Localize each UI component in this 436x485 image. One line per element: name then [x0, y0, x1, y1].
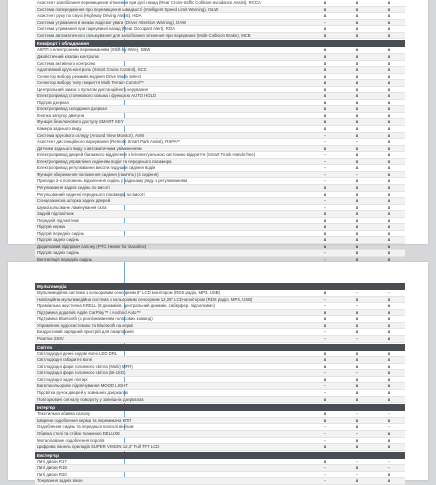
trim-availability-cell: x: [387, 204, 391, 210]
spec-feature-label: Передній підлокітник: [37, 217, 79, 223]
trim-availability-cell: x: [387, 47, 391, 53]
trim-availability-cell: -: [324, 165, 326, 171]
spec-feature-label: Функція безключового доступу SMART KEY: [37, 119, 124, 125]
trim-availability-cell: -: [324, 158, 326, 164]
spec-feature-label: Тонування задніх вікон: [37, 478, 83, 484]
spec-feature-label: Центральний замок з пультом дистанційного керування: [37, 86, 148, 92]
trim-availability-cell: x: [323, 99, 327, 105]
trim-availability-cell: x: [355, 112, 359, 118]
trim-availability-cell: -: [324, 152, 326, 158]
trim-availability-cell: x: [387, 303, 391, 309]
trim-availability-cell: x: [355, 19, 359, 25]
trim-availability-cell: x: [387, 322, 391, 328]
spec-feature-label: Вентиляція передніх сидінь: [37, 256, 92, 262]
trim-availability-cell: x: [323, 67, 327, 73]
section-header: Екстер'єр: [35, 452, 405, 459]
trim-availability-cell: x: [323, 396, 327, 402]
trim-availability-cell: x: [387, 329, 391, 335]
spec-feature-label: Підтримка Bluetooth (з розпізнаванням голосових команд): [37, 316, 153, 322]
trim-availability-cell: x: [355, 256, 359, 262]
spec-feature-label: Прилади 2-х положень відхилення сидінь у задньому ряду з регулюванням: [37, 178, 187, 184]
trim-availability-cell: x: [387, 112, 391, 118]
trim-availability-cell: x: [355, 165, 359, 171]
trim-availability-cell: x: [323, 32, 327, 38]
spec-feature-label: Система попередження про перевищення швидкості (Intelligent Speed Limit Warning), ISLW: [37, 6, 219, 12]
trim-availability-cell: x: [323, 357, 327, 363]
spec-feature-label: Джойстичний клапан контролю: [37, 54, 99, 60]
spec-feature-label: Підігрів задніх сидінь: [37, 250, 80, 256]
trim-availability-cell: x: [355, 126, 359, 132]
section-header: Світло: [35, 344, 405, 351]
trim-availability-cell: x: [323, 73, 327, 79]
spec-feature-label: Електропривод дверей багажного відділення з інтелектуальною системою відкриття (Smart Trunk Hands-free): [37, 152, 256, 158]
trim-availability-cell: x: [323, 86, 327, 92]
spec-row: [35, 478, 405, 485]
trim-availability-cell: x: [323, 230, 327, 236]
trim-availability-cell: x: [387, 99, 391, 105]
spec-table-multimedia: [35, 282, 405, 485]
trim-availability-cell: x: [355, 329, 359, 335]
trim-availability-cell: -: [324, 256, 326, 262]
trim-availability-cell: x: [355, 444, 359, 450]
trim-availability-cell: -: [324, 178, 326, 184]
spec-feature-label: Шкіряне оздоблення керма та перемикача КПП: [37, 417, 132, 423]
trim-availability-cell: x: [323, 290, 327, 296]
spec-feature-label: Асистент руху по смузі (Highway Driving Assist), HDA: [37, 13, 142, 19]
trim-availability-cell: x: [387, 396, 391, 402]
trim-availability-cell: x: [387, 230, 391, 236]
trim-availability-cell: x: [387, 383, 391, 389]
section-header: Інтер'єр: [35, 404, 405, 411]
trim-availability-cell: x: [323, 191, 327, 197]
trim-availability-cell: x: [387, 444, 391, 450]
trim-availability-cell: x: [323, 184, 327, 190]
trim-availability-cell: x: [355, 191, 359, 197]
trim-availability-cell: x: [323, 322, 327, 328]
trim-availability-cell: -: [324, 171, 326, 177]
spec-row: [35, 33, 405, 40]
trim-availability-cell: x: [355, 224, 359, 230]
trim-availability-cell: x: [387, 158, 391, 164]
trim-availability-cell: x: [323, 458, 327, 464]
trim-availability-cell: x: [387, 437, 391, 443]
trim-availability-cell: x: [387, 106, 391, 112]
trim-availability-cell: x: [387, 430, 391, 436]
spec-feature-label: Світлодіодні денні ходові вогні LED DRL: [37, 350, 118, 356]
trim-availability-cell: x: [355, 60, 359, 66]
trim-availability-cell: x: [323, 126, 327, 132]
trim-availability-cell: x: [387, 145, 391, 151]
trim-availability-cell: x: [355, 309, 359, 315]
spec-feature-label: Преміальна акустична KRELL (8 динаміків, центральний динамік, сабвуфер, підсилювач): [37, 303, 215, 309]
trim-availability-cell: x: [355, 178, 359, 184]
trim-availability-cell: x: [355, 13, 359, 19]
spec-feature-label: Повторювачі сигналу повороту у зовнішніх дзеркалах: [37, 396, 144, 402]
trim-availability-cell: x: [387, 417, 391, 423]
spec-feature-label: Система утримання при паркуванні назад (Rear Occupant Alert), ROA: [37, 26, 176, 32]
spec-feature-label: Система кругового огляду (Around View Monitor), AVM: [37, 132, 145, 138]
trim-availability-cell: x: [387, 224, 391, 230]
spec-feature-label: Електропривод регулювання висоти подушки сидіння водія: [37, 165, 156, 171]
trim-availability-cell: -: [356, 139, 358, 145]
trim-availability-cell: x: [355, 198, 359, 204]
spec-feature-label: Функція збереження положення сидіння (пам'ять) (4 сидіння): [37, 171, 159, 177]
trim-availability-cell: x: [323, 26, 327, 32]
spec-feature-label: Камера заднього виду: [37, 126, 82, 132]
trim-availability-cell: x: [355, 478, 359, 484]
trim-availability-cell: x: [355, 396, 359, 402]
trim-availability-cell: x: [323, 54, 327, 60]
trim-availability-cell: x: [323, 0, 327, 5]
trim-availability-cell: x: [387, 126, 391, 132]
trim-availability-cell: -: [356, 171, 358, 177]
trim-availability-cell: -: [324, 478, 326, 484]
spec-feature-label: Підігрів керма: [37, 224, 65, 230]
trim-availability-cell: -: [356, 471, 358, 477]
trim-availability-cell: x: [387, 211, 391, 217]
trim-availability-cell: x: [323, 93, 327, 99]
trim-availability-cell: x: [323, 80, 327, 86]
trim-availability-cell: -: [324, 198, 326, 204]
spec-feature-label: Асистент запобігання перевищення зіткнення при русі назад (Rear Cross-traffic Collision-avoidance Assist), RCCA: [37, 0, 261, 5]
trim-availability-cell: x: [387, 357, 391, 363]
trim-availability-cell: x: [323, 119, 327, 125]
trim-availability-cell: x: [355, 184, 359, 190]
spec-feature-label: Адаптивний круїз-контроль (Smart Cruise Control), SCC: [37, 67, 147, 73]
trim-availability-cell: -: [324, 132, 326, 138]
trim-availability-cell: x: [323, 350, 327, 356]
spec-feature-label: Мультимедійна система з кольоровим сенсорним 8" LCD монітором (RDS радіо, MP3, USB): [37, 290, 221, 296]
trim-availability-cell: x: [355, 6, 359, 12]
trim-availability-cell: x: [387, 171, 391, 177]
trim-availability-cell: x: [355, 145, 359, 151]
trim-availability-cell: x: [387, 243, 391, 249]
trim-availability-cell: x: [323, 60, 327, 66]
trim-availability-cell: x: [355, 54, 359, 60]
spec-feature-label: Металізоване оздоблення порогів: [37, 437, 105, 443]
trim-availability-cell: x: [355, 73, 359, 79]
trim-availability-cell: x: [355, 119, 359, 125]
spec-feature-label: Асистент дистанційного паркування (Remote Smart Park Assist), RSPA**: [37, 139, 180, 145]
spec-feature-label: Підтримка додатків Apple CarPlay™ і Android Auto™: [37, 309, 141, 315]
trim-availability-cell: x: [387, 370, 391, 376]
trim-availability-cell: x: [387, 478, 391, 484]
spec-feature-label: Оздоблення сидінь та передньої консолі вінілом: [37, 424, 134, 430]
trim-availability-cell: x: [323, 243, 327, 249]
trim-availability-cell: x: [323, 237, 327, 243]
trim-availability-cell: x: [355, 390, 359, 396]
trim-availability-cell: x: [323, 211, 327, 217]
spec-feature-label: Система автоматичного гальмування для запобігання зіткнення при паркуванні (Multi-Collision Brake), MCB: [37, 32, 251, 38]
trim-availability-cell: -: [324, 430, 326, 436]
spec-feature-label: Литі диски R18: [37, 465, 67, 471]
spec-table-comfort: [35, 0, 405, 264]
trim-availability-cell: x: [355, 316, 359, 322]
trim-availability-cell: -: [388, 290, 390, 296]
section-header: Мультимедіа: [35, 283, 405, 290]
trim-availability-cell: x: [355, 211, 359, 217]
trim-availability-cell: x: [355, 32, 359, 38]
trim-availability-cell: x: [387, 237, 391, 243]
spec-feature-label: Шумоізольоване ламінування скла: [37, 204, 107, 210]
trim-availability-cell: x: [387, 6, 391, 12]
trim-availability-cell: x: [387, 198, 391, 204]
trim-availability-cell: x: [387, 309, 391, 315]
trim-availability-cell: x: [323, 112, 327, 118]
spec-feature-label: Розетка 230V: [37, 336, 64, 342]
trim-availability-cell: x: [387, 336, 391, 342]
trim-availability-cell: -: [388, 411, 390, 417]
trim-availability-cell: x: [323, 224, 327, 230]
trim-availability-cell: x: [387, 0, 391, 5]
trim-availability-cell: x: [355, 296, 359, 302]
trim-availability-cell: -: [356, 303, 358, 309]
trim-availability-cell: -: [324, 437, 326, 443]
spec-feature-label: Світлодіодні фари головного світла (Multi) MFR): [37, 363, 133, 369]
spec-feature-label: Електропривод управління сидінням водія та переднього пасажира: [37, 158, 172, 164]
trim-availability-cell: -: [324, 19, 326, 25]
trim-availability-cell: x: [387, 250, 391, 256]
trim-availability-cell: x: [387, 390, 391, 396]
trim-availability-cell: x: [323, 47, 327, 53]
trim-availability-cell: x: [387, 67, 391, 73]
trim-availability-cell: x: [387, 73, 391, 79]
trim-availability-cell: x: [355, 67, 359, 73]
trim-availability-cell: x: [355, 322, 359, 328]
trim-availability-cell: x: [387, 217, 391, 223]
spec-feature-label: Система активного контролю: [37, 60, 96, 66]
trim-availability-cell: x: [323, 13, 327, 19]
spec-feature-label: Підсвітка ручок дверей у зовнішніх дзеркалах: [37, 390, 129, 396]
spec-feature-label: Литі диски R17: [37, 458, 67, 464]
trim-availability-cell: x: [323, 145, 327, 151]
trim-availability-cell: x: [387, 350, 391, 356]
trim-availability-cell: x: [355, 93, 359, 99]
trim-availability-cell: -: [324, 303, 326, 309]
trim-availability-cell: -: [356, 430, 358, 436]
trim-availability-cell: x: [355, 86, 359, 92]
trim-availability-cell: x: [387, 13, 391, 19]
trim-availability-cell: x: [355, 250, 359, 256]
spec-row: [35, 444, 405, 451]
spec-feature-label: Підігрів задніх сидінь: [37, 237, 80, 243]
trim-availability-cell: x: [387, 60, 391, 66]
trim-availability-cell: x: [387, 471, 391, 477]
spec-feature-label: Датчики заднього виду з автоматичним увімкненням: [37, 145, 142, 151]
spec-feature-label: Регульований сиденні переднього пасажира по висоті: [37, 191, 145, 197]
trim-availability-cell: x: [323, 417, 327, 423]
trim-availability-cell: x: [323, 411, 327, 417]
trim-availability-cell: x: [387, 139, 391, 145]
trim-availability-cell: x: [355, 132, 359, 138]
spec-feature-label: Система утримання в межах водієвої уваги (Driver Attention Warning), DAW: [37, 19, 187, 25]
trim-availability-cell: x: [323, 376, 327, 382]
trim-availability-cell: x: [387, 184, 391, 190]
trim-availability-cell: x: [355, 417, 359, 423]
trim-availability-cell: x: [355, 0, 359, 5]
trim-availability-cell: x: [387, 19, 391, 25]
trim-availability-cell: x: [355, 106, 359, 112]
trim-availability-cell: x: [387, 296, 391, 302]
trim-availability-cell: x: [355, 437, 359, 443]
trim-availability-cell: x: [387, 54, 391, 60]
spec-feature-label: Електропривод складання дзеркал: [37, 106, 108, 112]
trim-availability-cell: x: [387, 363, 391, 369]
trim-availability-cell: x: [387, 132, 391, 138]
trim-availability-cell: x: [355, 243, 359, 249]
trim-availability-cell: x: [387, 119, 391, 125]
spec-feature-label: Селектор вибору типу покриття Multi Terrain Control™: [37, 80, 144, 86]
trim-availability-cell: -: [324, 390, 326, 396]
trim-availability-cell: -: [324, 139, 326, 145]
spec-feature-label: Сонцезахисна шторка задніх дверей: [37, 198, 111, 204]
spec-feature-label: Селектор вибору режимів водіння Drive Mode Select: [37, 73, 142, 79]
spec-feature-label: Задній підлокітник: [37, 211, 74, 217]
spec-feature-label: Литі диски R20: [37, 471, 67, 477]
spec-feature-label: Підігрів передніх сидінь: [37, 230, 85, 236]
trim-availability-cell: -: [356, 458, 358, 464]
trim-availability-cell: -: [324, 424, 326, 430]
trim-availability-cell: x: [387, 178, 391, 184]
trim-availability-cell: x: [355, 376, 359, 382]
trim-availability-cell: x: [355, 350, 359, 356]
trim-availability-cell: x: [387, 93, 391, 99]
trim-availability-cell: -: [324, 296, 326, 302]
spec-feature-label: Регулювання задніх сидінь по висоті: [37, 184, 110, 190]
trim-availability-cell: x: [355, 357, 359, 363]
trim-availability-cell: x: [355, 465, 359, 471]
spec-feature-label: Кнопка запуску двигуна: [37, 112, 85, 118]
trim-availability-cell: x: [323, 316, 327, 322]
trim-availability-cell: x: [355, 217, 359, 223]
trim-availability-cell: x: [323, 363, 327, 369]
spec-feature-label: Додатковий підігрівач салону (PTC Heater for Gasoline): [37, 243, 147, 249]
trim-availability-cell: x: [355, 26, 359, 32]
trim-availability-cell: x: [355, 230, 359, 236]
trim-availability-cell: x: [323, 6, 327, 12]
trim-availability-cell: -: [324, 250, 326, 256]
trim-availability-cell: x: [355, 47, 359, 53]
trim-availability-cell: -: [388, 465, 390, 471]
trim-availability-cell: x: [387, 376, 391, 382]
trim-availability-cell: -: [356, 336, 358, 342]
trim-availability-cell: -: [324, 471, 326, 477]
spec-feature-label: Навігаційна мультимедійна система з кольоровим сенсорним 12,25" LCD-монітором (RDS радіо, MP3, USB): [37, 296, 253, 302]
spec-feature-label: Світлодіодні задні ліхтарі: [37, 376, 88, 382]
trim-availability-cell: x: [387, 80, 391, 86]
trim-availability-cell: x: [387, 165, 391, 171]
spec-row: [35, 336, 405, 343]
trim-availability-cell: -: [324, 329, 326, 335]
trim-availability-cell: -: [388, 458, 390, 464]
trim-availability-cell: x: [355, 152, 359, 158]
trim-availability-cell: x: [355, 158, 359, 164]
spec-feature-label: Текстильна обивка салону: [37, 411, 91, 417]
trim-availability-cell: x: [355, 204, 359, 210]
spec-feature-label: Світлодіодні габаритні вогні: [37, 357, 93, 363]
spec-feature-label: Управління аудіосистемою та Bluetooth на кермі: [37, 322, 133, 328]
trim-availability-cell: x: [387, 86, 391, 92]
spec-feature-label: АКПП з електронним перемиканням (Shift-by-Wire), SBW: [37, 47, 151, 53]
spec-feature-label: Електропривод стоянкового гальма і функцією AUTO HOLD: [37, 93, 157, 99]
spec-sheet-page-1: [8, 0, 428, 262]
trim-availability-cell: x: [387, 256, 391, 262]
trim-availability-cell: x: [355, 237, 359, 243]
trim-availability-cell: x: [323, 309, 327, 315]
trim-availability-cell: -: [324, 370, 326, 376]
trim-availability-cell: x: [387, 32, 391, 38]
trim-availability-cell: -: [324, 204, 326, 210]
spec-feature-label: Підігрів дзеркал: [37, 99, 69, 105]
trim-availability-cell: -: [356, 370, 358, 376]
trim-availability-cell: x: [387, 191, 391, 197]
trim-availability-cell: x: [355, 80, 359, 86]
trim-availability-cell: x: [355, 383, 359, 389]
spec-feature-label: Цифрова панель приладів SUPER VISION 12,3" Full TFT LCD: [37, 444, 160, 450]
trim-availability-cell: -: [324, 336, 326, 342]
trim-availability-cell: x: [355, 99, 359, 105]
spec-feature-label: Обивка стелі та стійок тканиною DELUXE: [37, 430, 120, 436]
spec-row: [35, 397, 405, 404]
trim-availability-cell: x: [323, 444, 327, 450]
trim-availability-cell: x: [355, 363, 359, 369]
trim-availability-cell: -: [324, 383, 326, 389]
spec-sheet-page-2: [8, 262, 428, 484]
spec-feature-label: Багатокольорове підсвічування MOOD LIGHT: [37, 383, 128, 389]
trim-availability-cell: -: [356, 411, 358, 417]
trim-availability-cell: x: [323, 106, 327, 112]
spec-feature-label: Світлодіодні фари головного світла (Bi-LED): [37, 370, 126, 376]
trim-availability-cell: x: [387, 26, 391, 32]
trim-availability-cell: x: [387, 316, 391, 322]
trim-availability-cell: x: [387, 152, 391, 158]
trim-availability-cell: x: [323, 217, 327, 223]
trim-availability-cell: -: [324, 465, 326, 471]
section-header: Комфорт і обладнання: [35, 40, 405, 47]
trim-availability-cell: -: [388, 424, 390, 430]
trim-availability-cell: -: [356, 290, 358, 296]
spec-feature-label: Бездротовий зарядний пристрій для смартфонів: [37, 329, 134, 335]
trim-availability-cell: x: [355, 424, 359, 430]
